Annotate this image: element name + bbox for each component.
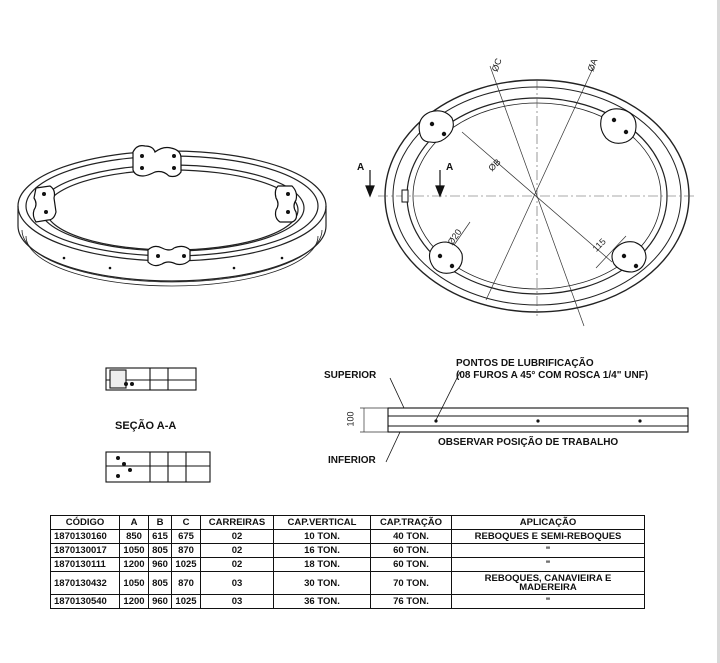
cell-codigo: 1870130540 [51,595,120,609]
dimension-hole: Ø20 [445,227,464,247]
table-row [51,572,645,595]
dimension-a: ØA [585,57,600,73]
table-row [51,544,645,558]
cell-carreiras: 02 [201,544,274,558]
header-a: A [120,516,149,530]
cell-c: 870 [172,544,201,558]
cell-aplicacao: " [452,595,645,609]
table-header-row [51,516,645,530]
cell-cap-vertical: 16 TON. [274,544,371,558]
header-cap-tracao: CAP.TRAÇÃO [371,516,452,530]
header-codigo: CÓDIGO [51,516,120,530]
cell-c: 870 [172,572,201,595]
cell-aplicacao: REBOQUES E SEMI-REBOQUES [452,530,645,544]
header-b: B [149,516,172,530]
cut-marker-left: A [357,162,365,173]
cell-cap-vertical: 18 TON. [274,558,371,572]
cell-a: 1050 [120,544,149,558]
cell-cap-vertical: 10 TON. [274,530,371,544]
cell-c: 1025 [172,558,201,572]
table-row [51,558,645,572]
dimension-c: ØC [489,56,504,74]
height-dimension: 100 [345,411,356,427]
cell-b: 805 [149,572,172,595]
cell-c: 675 [172,530,201,544]
cell-cap-vertical: 30 TON. [274,572,371,595]
cell-carreiras: 02 [201,558,274,572]
cell-cap-tracao: 60 TON. [371,544,452,558]
header-cap-vertical: CAP.VERTICAL [274,516,371,530]
cell-b: 615 [149,530,172,544]
work-position-note: OBSERVAR POSIÇÃO DE TRABALHO [438,437,619,448]
table-row [51,595,645,609]
specification-table [50,515,645,609]
cell-aplicacao: " [452,544,645,558]
lubrication-title: PONTOS DE LUBRIFICAÇÃO [456,358,594,369]
table-row [51,530,645,544]
superior-label: SUPERIOR [324,370,377,381]
cell-carreiras: 02 [201,530,274,544]
inferior-label: INFERIOR [328,455,376,466]
cell-b: 960 [149,595,172,609]
cell-c: 1025 [172,595,201,609]
dimension-b: ØB [486,156,503,174]
cell-codigo: 1870130160 [51,530,120,544]
cell-codigo: 1870130017 [51,544,120,558]
header-carreiras: CARREIRAS [201,516,274,530]
header-aplicacao: APLICAÇÃO [452,516,645,530]
cell-cap-tracao: 40 TON. [371,530,452,544]
cell-carreiras: 03 [201,572,274,595]
cell-a: 1200 [120,595,149,609]
cell-b: 960 [149,558,172,572]
cell-carreiras: 03 [201,595,274,609]
cell-cap-tracao: 76 TON. [371,595,452,609]
dimension-115: 115 [590,236,608,254]
cell-cap-vertical: 36 TON. [274,595,371,609]
cell-a: 1050 [120,572,149,595]
cell-cap-tracao: 70 TON. [371,572,452,595]
section-title: SEÇÃO A-A [115,420,177,432]
cell-a: 1200 [120,558,149,572]
cell-aplicacao: " [452,558,645,572]
cell-a: 850 [120,530,149,544]
cell-cap-tracao: 60 TON. [371,558,452,572]
cell-codigo: 1870130432 [51,572,120,595]
cell-aplicacao: REBOQUES, CANAVIEIRA E MADEREIRA [452,572,645,595]
cell-b: 805 [149,544,172,558]
header-c: C [172,516,201,530]
lubrication-detail: (08 FUROS A 45° COM ROSCA 1/4" UNF) [456,370,649,381]
cell-codigo: 1870130111 [51,558,120,572]
cut-marker-right: A [446,162,454,173]
